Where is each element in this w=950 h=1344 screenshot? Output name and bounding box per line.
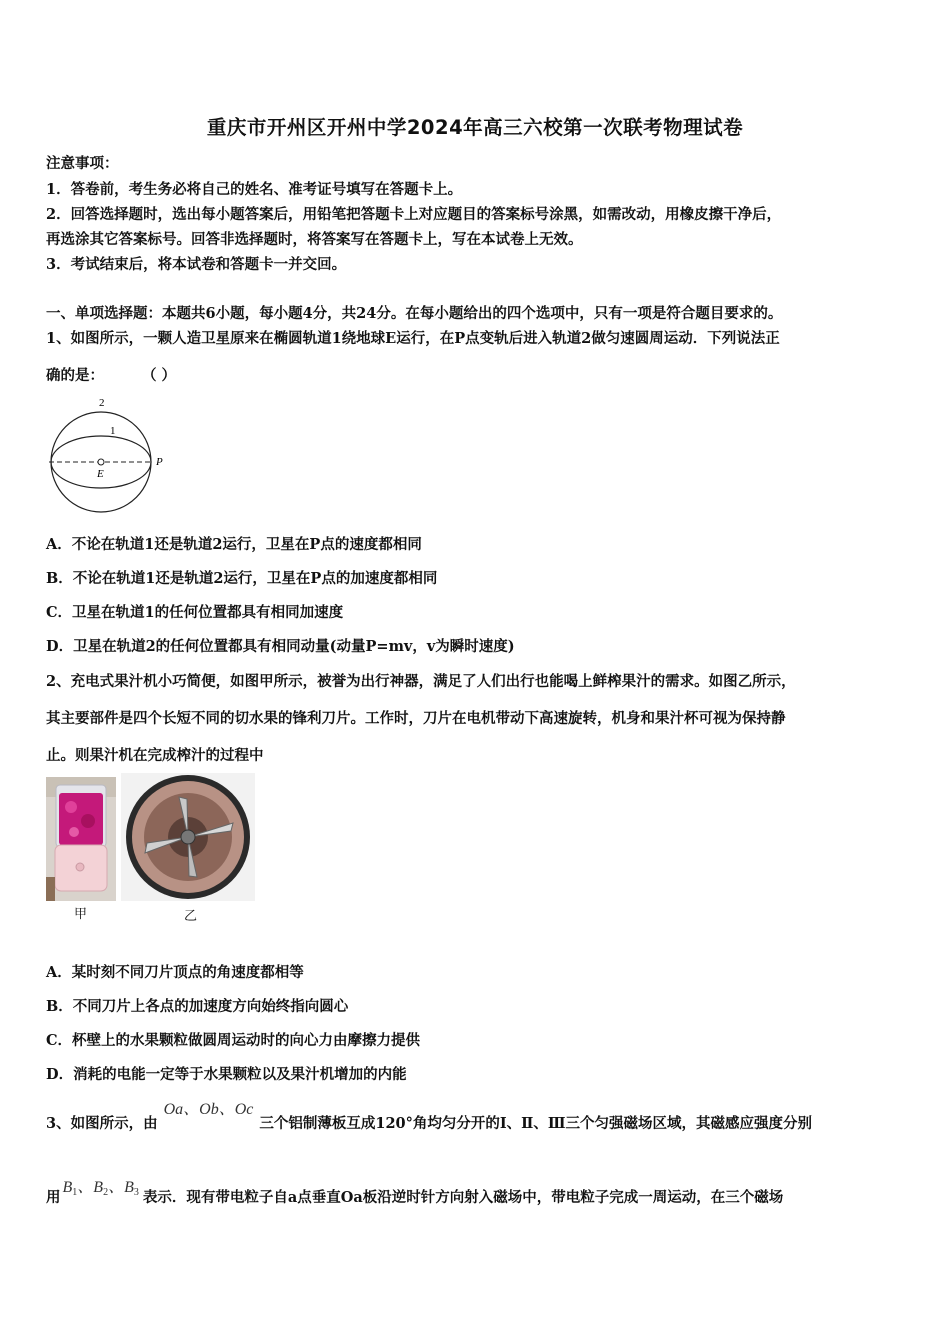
earth-marker — [98, 459, 104, 465]
notice-heading: 注意事项： — [46, 155, 119, 172]
q2-stem-line1: 2、充电式果汁机小巧简便，如图甲所示，被誉为出行神器，满足了人们出行也能喝上鲜榨果汁的需求。如图乙所示， — [46, 673, 796, 690]
answer-paren: （ ） — [142, 367, 177, 384]
q1-option-c: C．卫星在轨道1的任何位置都具有相同加速度 — [46, 604, 344, 621]
q2-option-a: A．某时刻不同刀片顶点的角速度都相等 — [46, 964, 304, 981]
field-subscript: 3 — [133, 1187, 139, 1198]
orbit-diagram — [44, 394, 174, 516]
q1-option-a: A．不论在轨道1还是轨道2运行，卫星在P点的速度都相同 — [46, 536, 422, 553]
q3-line2-rest: 表示．现有带电粒子自a点垂直Oa板沿逆时针方向射入磁场中，带电粒子完成一周运动，在三个磁场 — [142, 1189, 784, 1206]
section-heading: 一、单项选择题：本题共6小题，每小题4分，共24分。在每小题给出的四个选项中，只有一项是符合题目要求的。 — [46, 305, 783, 322]
page-title: 重庆市开州区开州中学2024年高三六校第一次联考物理试卷 — [206, 116, 744, 139]
q3-stem-line1 — [46, 1101, 813, 1133]
q2-stem-line3: 止。则果汁机在完成榨汁的过程中 — [46, 747, 264, 764]
q3-fields-formula — [63, 1179, 139, 1196]
earth-label: E — [97, 468, 104, 480]
q3-stem-line2 — [46, 1179, 784, 1208]
q2-option-d: D．消耗的电能一定等于水果颗粒以及果汁机增加的内能 — [46, 1066, 407, 1083]
field-subscript: 1 — [72, 1187, 78, 1198]
q2-stem-line2: 其主要部件是四个长短不同的切水果的锋利刀片。工作时，刀片在电机带动下高速旋转，机身和果汁杯可视为保持静 — [46, 710, 786, 727]
q1-option-d: D．卫星在轨道2的任何位置都具有相同动量(动量P=mv，v为瞬时速度) — [46, 638, 515, 655]
orbit-2-label: 2 — [99, 397, 105, 409]
q1-option-b: B．不论在轨道1还是轨道2运行，卫星在P点的加速度都相同 — [46, 570, 438, 587]
q3-middle: 三个铝制薄板互成120°角均匀分开的Ⅰ、Ⅱ、Ⅲ三个匀强磁场区域，其磁感应强度分别 — [259, 1115, 813, 1132]
caption-yi: 乙 — [184, 909, 198, 924]
orbit-1-label: 1 — [110, 425, 116, 437]
q2-option-b: B．不同刀片上各点的加速度方向始终指向圆心 — [46, 998, 349, 1015]
point-p-label: P — [156, 456, 163, 468]
q3-line2-prefix: 用 — [46, 1189, 61, 1206]
juicer-photo — [46, 777, 116, 901]
q3-prefix: 3、如图所示，由 — [46, 1115, 158, 1132]
field-symbol: 、B — [108, 1179, 134, 1196]
notice-item: 2．回答选择题时，选出每小题答案后，用铅笔把答题卡上对应题目的答案标号涂黑，如需改动，用橡皮擦干净后， — [46, 206, 782, 223]
field-subscript: 2 — [103, 1187, 109, 1198]
q2-option-c: C．杯壁上的水果颗粒做圆周运动时的向心力由摩擦力提供 — [46, 1032, 421, 1049]
notice-item: 1．答卷前，考生务必将自己的姓名、准考证号填写在答题卡上。 — [46, 181, 463, 198]
q3-plates-formula: Oa、Ob、Oc — [163, 1101, 254, 1118]
caption-jia: 甲 — [74, 907, 88, 922]
notice-item: 再选涂其它答案标号。回答非选择题时，将答案写在答题卡上，写在本试卷上无效。 — [46, 231, 583, 248]
q1-stem-line2 — [46, 364, 176, 385]
q1-stem-text: 确的是： — [46, 367, 104, 384]
notice-item: 3．考试结束后，将本试卷和答题卡一并交回。 — [46, 256, 347, 273]
q1-stem-line1: 1、如图所示，一颗人造卫星原来在椭圆轨道1绕地球E运行，在P点变轨后进入轨道2做匀速圆周运动．下列说法正 — [46, 330, 780, 347]
field-symbol: B — [62, 1179, 73, 1196]
blade-photo — [121, 773, 255, 901]
field-symbol: 、B — [77, 1179, 104, 1196]
